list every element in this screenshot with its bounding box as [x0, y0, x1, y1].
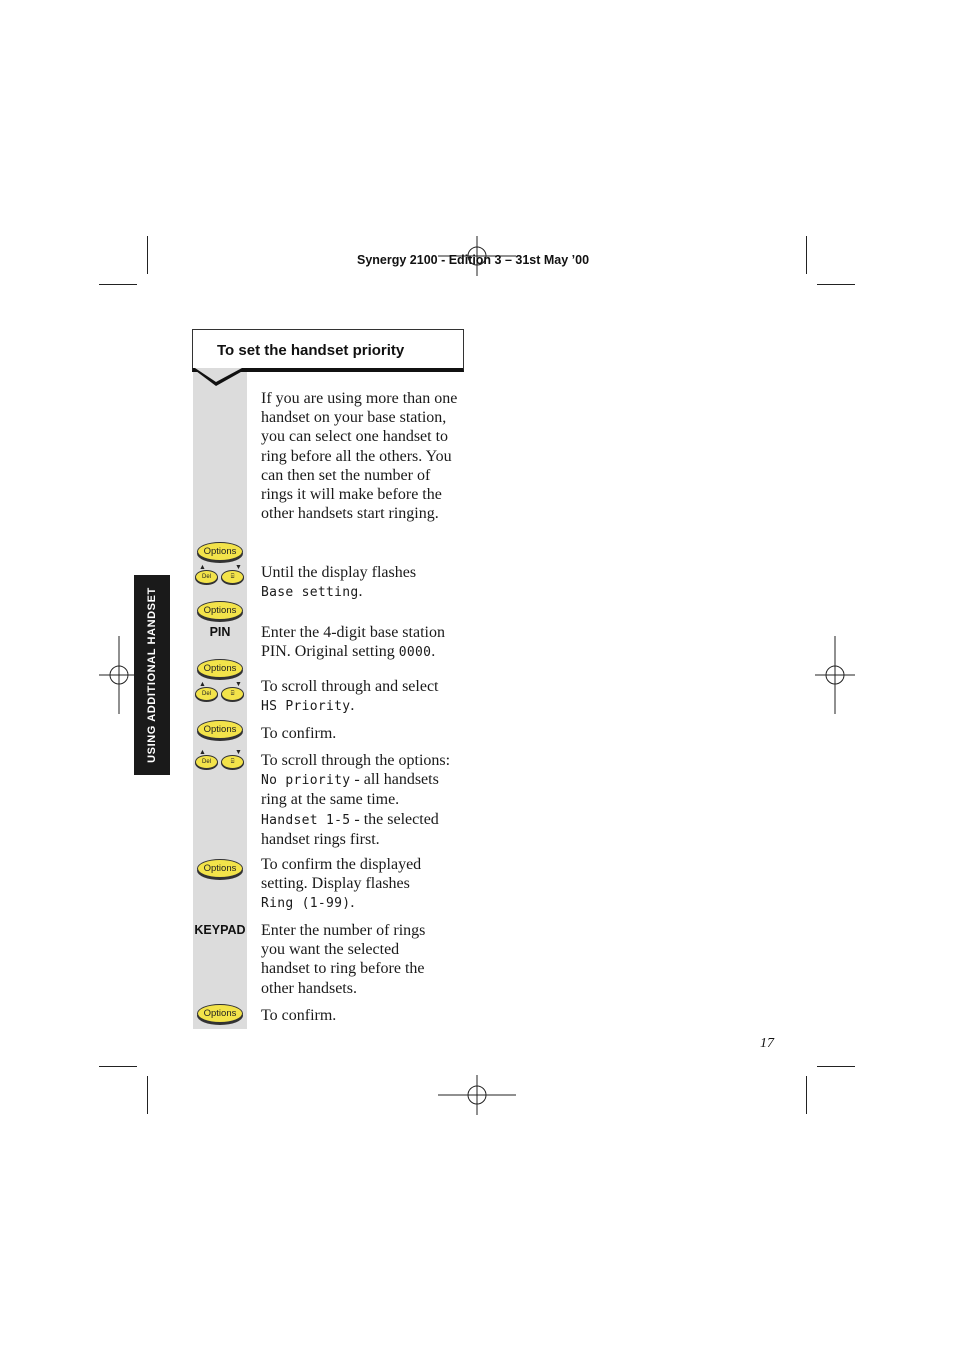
lcd-text: No priority: [261, 773, 351, 789]
crop-mark: [147, 236, 148, 274]
registration-mark-right: [815, 636, 855, 714]
crop-mark: [99, 1066, 137, 1067]
scroll-down-button[interactable]: [221, 564, 244, 584]
scroll-up-del-button[interactable]: ▲ Del: [195, 570, 218, 584]
step-text: To confirm the displayed setting. Display flashes Ring (1-99).: [261, 856, 422, 912]
lcd-text: Handset 1-5: [261, 812, 351, 828]
options-button[interactable]: Options: [197, 1004, 243, 1023]
step-text: To scroll through the options: No priority - all handsets ring at the same time. Handset 1-5 - the selected handset rings first.: [261, 752, 451, 848]
scroll-down-button[interactable]: [221, 749, 244, 769]
scroll-up-del-button[interactable]: ▲ Del: [195, 755, 218, 769]
crop-mark: [817, 284, 855, 285]
redial-icon: ⌸: [230, 574, 235, 580]
step-text: Until the display flashes Base setting.: [261, 564, 417, 601]
scroll-buttons[interactable]: [195, 566, 245, 584]
registration-mark-left: [99, 636, 139, 714]
heading-notch: [192, 368, 248, 390]
step-text: To confirm.: [261, 725, 337, 742]
redial-icon: ⌸: [230, 759, 235, 765]
scroll-buttons[interactable]: [195, 751, 245, 769]
arrow-down-icon: ▼: [235, 564, 242, 571]
lcd-text: HS Priority: [261, 699, 351, 715]
redial-icon: ⌸: [230, 691, 235, 697]
section-heading-box: [192, 329, 464, 372]
section-side-tab: [134, 575, 170, 775]
crop-mark: [817, 1066, 855, 1067]
step-text: To confirm.: [261, 1007, 337, 1024]
lcd-text: Ring (1-99): [261, 896, 351, 912]
scroll-up-del-button[interactable]: ▲ Del: [195, 687, 218, 701]
section-title: To set the handset priority: [217, 342, 405, 359]
options-button[interactable]: Options: [197, 542, 243, 561]
intro-paragraph: If you are using more than one handset on your base station, you can select one handset to ring before all the others. You can then set the number of rings it will make before the other handsets start ringing.: [261, 390, 458, 523]
step-text: Enter the 4-digit base station PIN. Original setting 0000.: [261, 624, 445, 661]
options-button[interactable]: Options: [197, 659, 243, 678]
page-number: 17: [760, 1036, 774, 1051]
scroll-down-button[interactable]: [221, 681, 244, 701]
side-tab-label: USING ADDITIONAL HANDSET: [146, 587, 158, 763]
crop-mark: [147, 1076, 148, 1114]
crop-mark: [806, 236, 807, 274]
options-button[interactable]: Options: [197, 859, 243, 878]
arrow-up-icon: ▲: [199, 564, 206, 571]
arrow-up-icon: ▲: [199, 749, 206, 756]
lcd-text: 0000: [398, 645, 432, 661]
step-text: To scroll through and select HS Priority.: [261, 678, 439, 715]
options-button[interactable]: Options: [197, 601, 243, 620]
running-header: Synergy 2100 - Edition 3 – 31st May ’00: [357, 253, 590, 267]
step-text: Enter the number of rings you want the selected handset to ring before the other handsets.: [261, 922, 426, 997]
arrow-up-icon: ▲: [199, 681, 206, 688]
arrow-down-icon: ▼: [235, 681, 242, 688]
lcd-text: Base setting: [261, 585, 359, 601]
arrow-down-icon: ▼: [235, 749, 242, 756]
crop-mark: [806, 1076, 807, 1114]
options-button[interactable]: Options: [197, 720, 243, 739]
pin-key-label: PIN: [209, 625, 231, 639]
crop-mark: [99, 284, 137, 285]
keypad-key-label: KEYPAD: [194, 923, 246, 937]
scroll-buttons[interactable]: [195, 683, 245, 701]
registration-mark-bottom: [438, 1075, 516, 1115]
